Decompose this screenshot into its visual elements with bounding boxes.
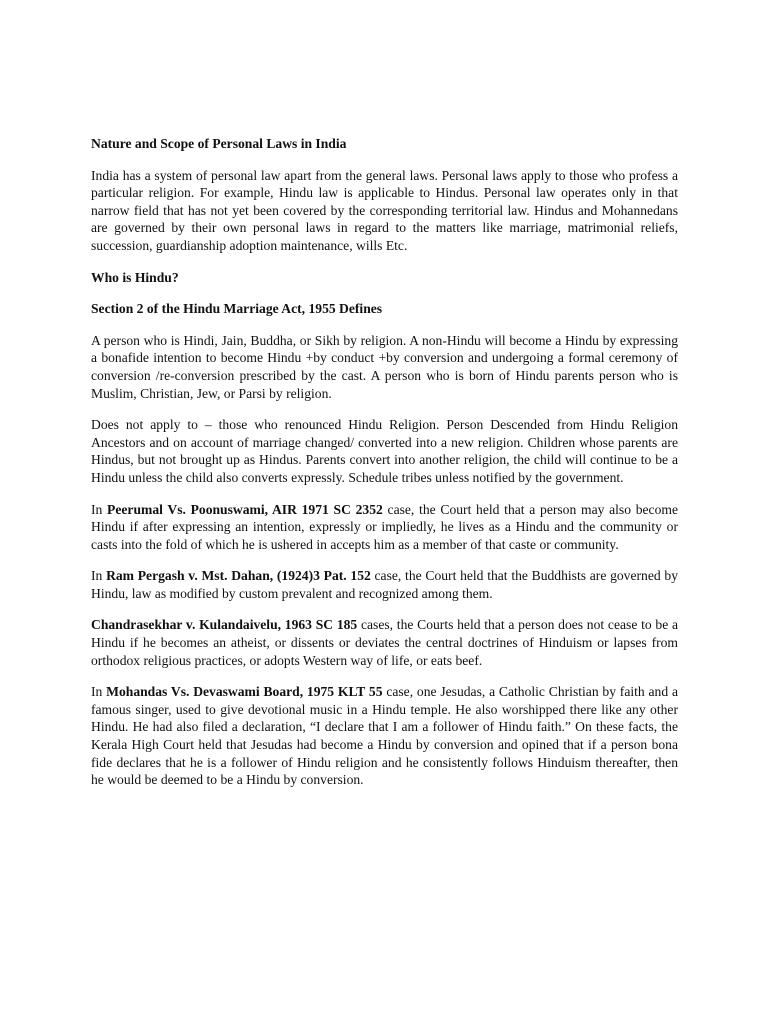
case-prefix: In <box>91 684 107 700</box>
intro-paragraph: India has a system of personal law apart from the general laws. Personal laws apply to those who profess a particular religion. For example, Hindu law is applicable to Hindus. Personal law operates only in that narrow field that has not yet been covered by the corresponding territorial law. Hindus and Mohannedans are governed by their own personal laws in regard to the matters like marriage, matrimonial reliefs, succession, guardianship adoption maintenance, wills Etc. <box>91 167 678 253</box>
case-prefix: In <box>91 568 107 584</box>
definition-paragraph: A person who is Hindi, Jain, Buddha, or Sikh by religion. A non-Hindu will become a Hindu by expressing a bonafide intention to become Hindu +by conduct +by conversion and undergoing a formal ceremony of conversion /re-conversion prescribed by the cast. A person who is born of Hindu parents person who is Muslim, Christian, Jew, or Parsi by religion. <box>91 332 678 401</box>
case-text: case, one Jesudas, a Catholic Christian by faith and a famous singer, used to give devotional music in a Hindu temple. He also worshipped there like any other Hindu. He had also filed a declaration, “I declare that I am a follower of Hindu faith.” On these facts, the Kerala High Court held that Jesudas had become a Hindu by conversion and opined that if a person bona fide declares that he is a follower of Hindu religion and he consistently follows Hinduism thereafter, then he would be deemed to be a Hindu by conversion. <box>91 684 678 788</box>
case-citation: Ram Pergash v. Mst. Dahan, (1924)3 Pat. 152 <box>106 568 371 584</box>
case-text: case, the Court held that the Buddhists are governed by Hindu, law as modified by custom prevalent and recognized among them. <box>91 568 678 601</box>
not-apply-paragraph: Does not apply to – those who renounced Hindu Religion. Person Descended from Hindu Religion Ancestors and on account of marriage changed/ converted into a new religion. Children whose parents are Hindus, but not brought up as Hindus. Parents convert into another religion, the child will continue to be a Hindu unless the child also converts expressly. Schedule tribes unless notified by the government. <box>91 417 678 485</box>
case-text: case, the Court held that a person may also become Hindu if after expressing an intention, expressly or impliedly, he lives as a Hindu and the community or casts into the fold of which he is ushered in accepts him as a member of that caste or community. <box>91 501 678 552</box>
who-is-hindu-heading: Who is Hindu? <box>91 269 179 285</box>
case-text: cases, the Courts held that a person does not cease to be a Hindu if he becomes an atheist, or dissents or deviates the central doctrines of Hinduism or lapses from orthodox religious practices, or adopts Western way of life, or eats beef. <box>91 617 679 668</box>
document-body <box>91 135 678 789</box>
case-prefix: In <box>91 501 108 517</box>
case-citation: Peerumal Vs. Poonuswami, AIR 1971 SC 2352 <box>107 501 383 517</box>
case-citation: Mohandas Vs. Devaswami Board, 1975 KLT 55 <box>106 684 383 700</box>
document-title: Nature and Scope of Personal Laws in India <box>91 136 347 151</box>
case-chandrasekhar-paragraph <box>91 616 678 669</box>
case-ram-pergash-paragraph <box>91 567 678 602</box>
case-mohandas-paragraph <box>91 683 678 789</box>
case-citation: Chandrasekhar v. Kulandaivelu, 1963 SC 185 <box>91 617 358 633</box>
section-heading: Section 2 of the Hindu Marriage Act, 1955 Defines <box>91 301 383 317</box>
case-peerumal-paragraph <box>91 501 678 554</box>
